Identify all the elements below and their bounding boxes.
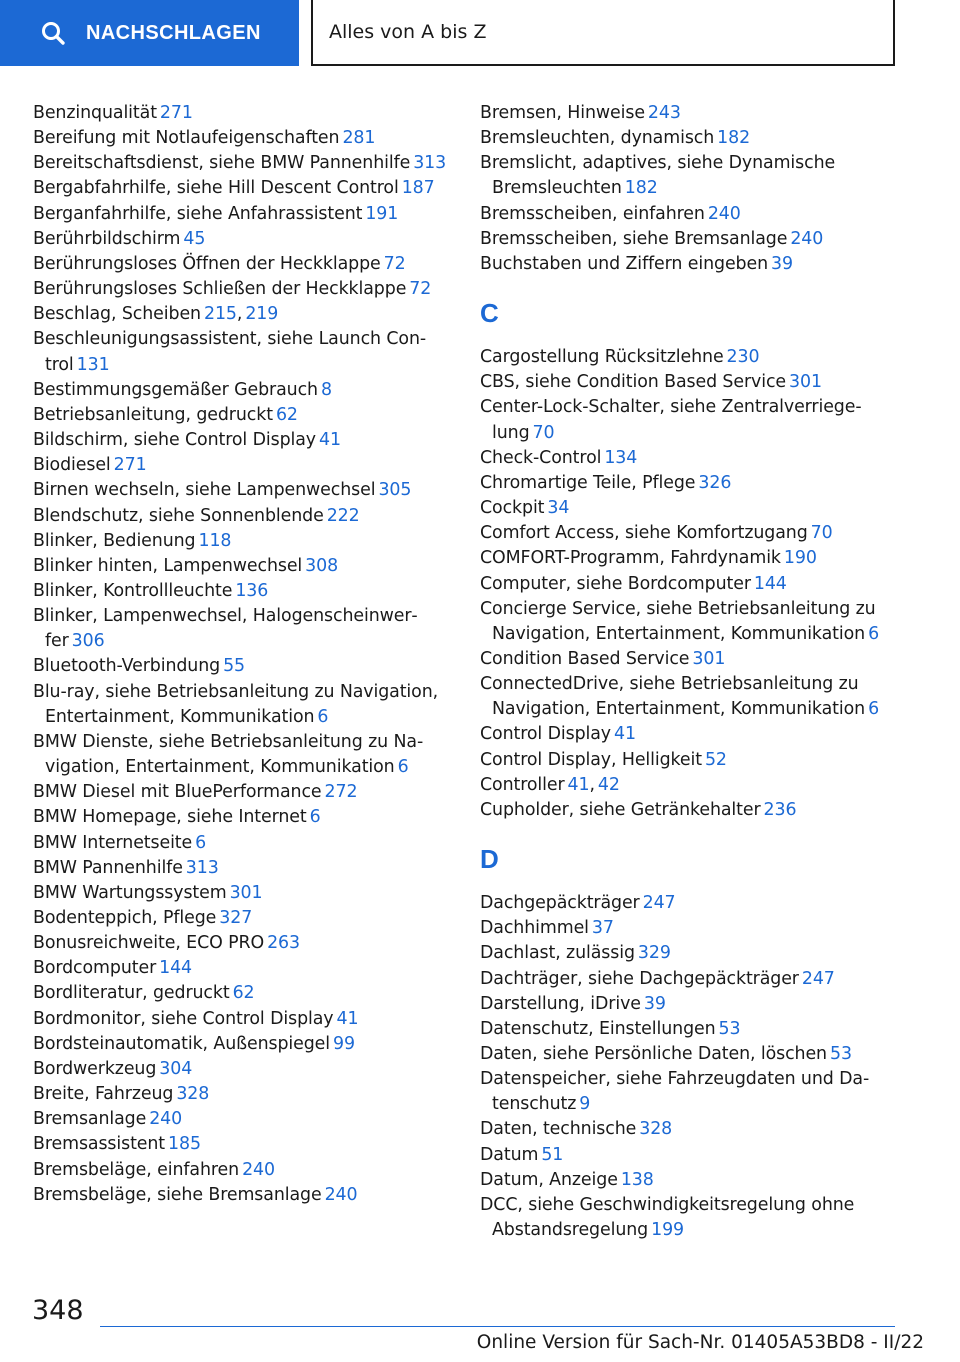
- index-entry-text: Berganfahrhilfe, siehe Anfahrassistent: [33, 203, 363, 224]
- index-entry: [33, 1057, 447, 1082]
- index-entry: [480, 126, 900, 151]
- index-entry: [33, 956, 447, 981]
- index-entry: [33, 302, 447, 327]
- page-reference-link[interactable]: 240: [707, 203, 741, 224]
- index-entry: [33, 856, 447, 881]
- index-entry-text: ConnectedDrive, siehe Betriebsanleitung zu Navigation, Entertainment, Kommunikation: [480, 674, 866, 720]
- page-reference-link[interactable]: 305: [378, 480, 412, 501]
- page-reference-link[interactable]: 215: [203, 304, 237, 325]
- page-reference-link[interactable]: 45: [183, 228, 206, 249]
- page-reference-link[interactable]: 37: [591, 918, 614, 939]
- index-entry-text: Berührungsloses Öffnen der Heckklappe: [33, 253, 381, 274]
- index-entry-text: Bluetooth-Verbindung: [33, 656, 221, 677]
- index-entry: [480, 546, 900, 571]
- index-entry: [33, 906, 447, 931]
- index-entry-text: Cargostellung Rücksitzlehne: [480, 347, 724, 368]
- index-entry-text: Darstellung, iDrive: [480, 993, 641, 1014]
- index-entry: [480, 1067, 900, 1117]
- index-entry: [480, 202, 900, 227]
- index-entry-text: Concierge Service, siehe Betriebsanleitung zu Navigation, Entertainment, Kommunikation: [480, 598, 876, 644]
- index-entry: [480, 1143, 900, 1168]
- page-reference-link[interactable]: 6: [868, 699, 880, 720]
- index-entry: [480, 798, 900, 823]
- page-reference-link[interactable]: 53: [718, 1018, 741, 1039]
- page-reference-link[interactable]: 301: [789, 372, 822, 393]
- page-reference-link[interactable]: 263: [267, 933, 300, 954]
- index-entry-text: Birnen wechseln, siehe Lampenwechsel: [33, 480, 376, 501]
- search-icon: [40, 20, 66, 46]
- index-entry-text: BMW Homepage, siehe Internet: [33, 807, 307, 828]
- index-entry-text: Control Display: [480, 724, 611, 745]
- index-entry: [33, 780, 447, 805]
- index-entry-text: Condition Based Service: [480, 648, 690, 669]
- index-entry: [480, 722, 900, 747]
- index-entry-text: Center-Lock-Schalter, siehe Zentralverriegelung: [480, 397, 862, 443]
- index-entry: [33, 805, 447, 830]
- index-entry: [480, 597, 900, 647]
- page-reference-link[interactable]: 306: [71, 631, 105, 652]
- page-reference-link[interactable]: 219: [245, 304, 279, 325]
- page-reference-link[interactable]: 70: [810, 523, 833, 544]
- page-reference-link[interactable]: 187: [401, 178, 435, 199]
- index-entry: [480, 496, 900, 521]
- index-entry: [33, 126, 447, 151]
- index-entry-text: BMW Internetseite: [33, 832, 193, 853]
- section-tab-label: NACHSCHLAGEN: [86, 21, 261, 44]
- index-entry-text: Bordwerkzeug: [33, 1058, 157, 1079]
- index-entry-text: Computer, siehe Bordcomputer: [480, 573, 751, 594]
- index-column-left: [33, 101, 447, 1208]
- page-reference-link[interactable]: 136: [235, 580, 269, 601]
- index-entry-text: Controller: [480, 774, 565, 795]
- index-entry: [480, 891, 900, 916]
- page-reference-link[interactable]: 247: [801, 968, 835, 989]
- page-reference-link[interactable]: 62: [232, 983, 255, 1004]
- index-entry-text: Bereifung mit Notlaufeigenschaften: [33, 128, 340, 149]
- index-entry: [33, 453, 447, 478]
- page-reference-link[interactable]: 240: [242, 1159, 275, 1180]
- page-reference-link[interactable]: 134: [604, 447, 638, 468]
- index-entry-text: Datenschutz, Einstellungen: [480, 1018, 716, 1039]
- index-entry-text: Blendschutz, siehe Sonnenblende: [33, 505, 324, 526]
- page-reference-link[interactable]: 41: [318, 430, 341, 451]
- index-entry: [480, 345, 900, 370]
- page-reference-link[interactable]: 301: [229, 882, 263, 903]
- index-entry-text: Buchstaben und Ziffern eingeben: [480, 253, 769, 274]
- page-reference-link[interactable]: 8: [320, 379, 332, 400]
- index-entry: [33, 504, 447, 529]
- page-reference-link[interactable]: 118: [198, 530, 232, 551]
- index-entry: [480, 521, 900, 546]
- index-entry: [480, 446, 900, 471]
- index-entry: [480, 227, 900, 252]
- index-entry-text: Blinker hinten, Lampenwechsel: [33, 555, 303, 576]
- index-entry: [33, 202, 447, 227]
- index-entry-text: Bremsen, Hinweise: [480, 103, 645, 123]
- index-entry-text: Blinker, Bedienung: [33, 530, 196, 551]
- index-entry-text: Bremsbeläge, siehe Bremsanlage: [33, 1184, 322, 1205]
- page-reference-link[interactable]: 39: [643, 993, 666, 1014]
- index-entry: [480, 1117, 900, 1142]
- index-entry-text: Bremsassistent: [33, 1134, 166, 1155]
- page-reference-link[interactable]: 236: [763, 799, 797, 820]
- page-reference-link[interactable]: 41: [567, 774, 590, 795]
- index-entry-text: Benzinqualität: [33, 103, 157, 123]
- index-entry-text: Bordliteratur, gedruckt: [33, 983, 230, 1004]
- index-entry-text: BMW Diesel mit BluePerformance: [33, 782, 322, 803]
- index-entry-text: Bereitschaftsdienst, siehe BMW Pannenhilfe: [33, 153, 411, 174]
- index-entry: [480, 672, 900, 722]
- page-reference-link[interactable]: 39: [771, 253, 793, 274]
- page-reference-link[interactable]: 190: [783, 548, 817, 569]
- index-entry-text: Bonusreichweite, ECO PRO: [33, 933, 265, 954]
- page-reference-link[interactable]: 240: [149, 1109, 183, 1130]
- index-entry-text: Berührbildschirm: [33, 228, 181, 249]
- index-entry-text: Beschlag, Scheiben: [33, 304, 201, 325]
- index-entry: [480, 101, 900, 126]
- index-entry: [480, 916, 900, 941]
- page-reference-link[interactable]: 247: [642, 893, 676, 914]
- page-reference-link[interactable]: 243: [647, 103, 681, 123]
- page-separator: ,: [589, 774, 595, 795]
- index-entry-text: Dachlast, zulässig: [480, 943, 635, 964]
- page-reference-link[interactable]: 72: [409, 279, 432, 300]
- index-entry-text: Bremsbeläge, einfahren: [33, 1159, 240, 1180]
- index-entry: [33, 151, 447, 176]
- index-entry: [33, 478, 447, 503]
- index-entry-text: Beschleunigungsassistent, siehe Launch Control: [33, 329, 427, 375]
- index-entry: [33, 680, 447, 730]
- index-entry: [33, 730, 447, 780]
- index-entry: [33, 252, 447, 277]
- page-reference-link[interactable]: 6: [397, 757, 409, 778]
- page-reference-link[interactable]: 6: [317, 706, 329, 727]
- index-entry: [33, 881, 447, 906]
- index-entry: [480, 967, 900, 992]
- index-entry-text: Dachträger, siehe Dachgepäckträger: [480, 968, 799, 989]
- page-reference-link[interactable]: 328: [639, 1119, 673, 1140]
- index-entry: [480, 572, 900, 597]
- index-entry-text: Blu-ray, siehe Betriebsanleitung zu Navigation, Entertainment, Kommunikation: [33, 681, 439, 727]
- index-entry: [33, 981, 447, 1006]
- index-entry-text: Bildschirm, siehe Control Display: [33, 430, 316, 451]
- index-entry-text: Bordsteinautomatik, Außenspiegel: [33, 1033, 330, 1054]
- index-entry: [33, 1032, 447, 1057]
- index-entry: [33, 831, 447, 856]
- page-reference-link[interactable]: 308: [305, 555, 339, 576]
- index-entry: [33, 101, 447, 126]
- page-reference-link[interactable]: 191: [365, 203, 399, 224]
- page-reference-link[interactable]: 328: [176, 1084, 210, 1105]
- index-entry-text: Chromartige Teile, Pflege: [480, 472, 696, 493]
- index-entry-text: Bergabfahrhilfe, siehe Hill Descent Control: [33, 178, 399, 199]
- index-entry: [480, 992, 900, 1017]
- page-reference-link[interactable]: 55: [223, 656, 246, 677]
- index-entry-text: Bordmonitor, siehe Control Display: [33, 1008, 334, 1029]
- index-entry-text: Berührungsloses Schließen der Heckklappe: [33, 279, 407, 300]
- index-entry: [33, 554, 447, 579]
- page-reference-link[interactable]: 271: [113, 455, 147, 476]
- index-entry: [33, 931, 447, 956]
- index-entry-text: Bestimmungsgemäßer Gebrauch: [33, 379, 318, 400]
- index-entry: [33, 529, 447, 554]
- page-reference-link[interactable]: 281: [342, 128, 376, 149]
- page-reference-link[interactable]: 6: [309, 807, 321, 828]
- page-number: 348: [32, 1295, 84, 1326]
- index-entry-text: Cupholder, siehe Getränkehalter: [480, 799, 761, 820]
- page-reference-link[interactable]: 144: [159, 958, 193, 979]
- index-entry: [480, 1193, 900, 1243]
- page-reference-link[interactable]: 272: [324, 782, 358, 803]
- index-entry: [33, 1082, 447, 1107]
- page-reference-link[interactable]: 131: [76, 354, 110, 375]
- page-reference-link[interactable]: 301: [692, 648, 726, 669]
- index-letter-heading: C: [480, 298, 499, 329]
- index-entry-text: Control Display, Helligkeit: [480, 749, 702, 770]
- index-entry-text: COMFORT-Programm, Fahrdynamik: [480, 548, 781, 569]
- page-reference-link[interactable]: 144: [753, 573, 787, 594]
- index-entry-text: Comfort Access, siehe Komfortzugang: [480, 523, 808, 544]
- page-reference-link[interactable]: 53: [829, 1044, 852, 1064]
- index-entry: [480, 941, 900, 966]
- index-entry-text: Blinker, Lampenwechsel, Halogenscheinwerfer: [33, 606, 418, 652]
- index-entry-text: Blinker, Kontrollleuchte: [33, 580, 233, 601]
- index-entry: [33, 277, 447, 302]
- page-reference-link[interactable]: 240: [324, 1184, 358, 1205]
- index-entry: [480, 1042, 900, 1067]
- index-entry: [480, 252, 900, 277]
- page-reference-link[interactable]: 185: [168, 1134, 201, 1155]
- index-entry-text: Biodiesel: [33, 455, 111, 476]
- page-reference-link[interactable]: 199: [651, 1220, 685, 1241]
- index-entry: [480, 1168, 900, 1193]
- page-reference-link[interactable]: 9: [579, 1094, 591, 1115]
- index-entry-text: Cockpit: [480, 498, 545, 519]
- index-entry: [33, 227, 447, 252]
- page-reference-link[interactable]: 313: [185, 857, 219, 878]
- index-entry-text: BMW Dienste, siehe Betriebsanleitung zu Navigation, Entertainment, Kommunikation: [33, 731, 424, 778]
- index-entry-text: Bremsscheiben, siehe Bremsanlage: [480, 228, 788, 249]
- index-entry-text: Dachgepäckträger: [480, 893, 640, 914]
- index-entry-text: DCC, siehe Geschwindigkeitsregelung ohne Abstandsregelung: [480, 1194, 855, 1241]
- index-entry-text: Datenspeicher, siehe Fahrzeugdaten und Datenschutz: [480, 1069, 870, 1115]
- page-reference-link[interactable]: 62: [275, 404, 298, 425]
- page-reference-link[interactable]: 138: [620, 1169, 654, 1190]
- page-reference-link[interactable]: 326: [698, 472, 732, 493]
- index-entry-text: Daten, siehe Persönliche Daten, löschen: [480, 1044, 827, 1064]
- index-entry: [480, 647, 900, 672]
- page-reference-link[interactable]: 327: [219, 908, 253, 928]
- page-reference-link[interactable]: 72: [383, 253, 406, 274]
- page-reference-link[interactable]: 304: [159, 1058, 193, 1079]
- page-reference-link[interactable]: 240: [790, 228, 824, 249]
- page-reference-link[interactable]: 41: [614, 724, 636, 745]
- index-entry: [33, 1132, 447, 1157]
- index-entry-text: Daten, technische: [480, 1119, 637, 1140]
- page-title: Alles von A bis Z: [311, 0, 895, 66]
- page-reference-link[interactable]: 99: [333, 1033, 355, 1054]
- index-entry-text: Check-Control: [480, 447, 602, 468]
- page-reference-link[interactable]: 6: [868, 623, 880, 644]
- index-entry-text: Bordcomputer: [33, 958, 157, 979]
- index-entry: [33, 428, 447, 453]
- page-reference-link[interactable]: 70: [532, 422, 555, 443]
- index-entry: [33, 1107, 447, 1132]
- index-entry-text: BMW Wartungssystem: [33, 882, 227, 903]
- index-entry-text: Bremsleuchten, dynamisch: [480, 128, 715, 149]
- index-entry: [480, 748, 900, 773]
- index-entry-text: Datum, Anzeige: [480, 1169, 618, 1190]
- page-reference-link[interactable]: 182: [624, 178, 658, 199]
- page-reference-link[interactable]: 52: [704, 749, 727, 770]
- index-entry-text: Bremslicht, adaptives, siehe Dynamische Bremsleuchten: [480, 153, 836, 199]
- index-entry: [33, 579, 447, 604]
- page-reference-link[interactable]: 42: [597, 774, 620, 795]
- index-entry-text: Bremsanlage: [33, 1109, 147, 1130]
- page-reference-link[interactable]: 34: [547, 498, 570, 519]
- index-entry-text: CBS, siehe Condition Based Service: [480, 372, 787, 393]
- index-entry: [480, 1017, 900, 1042]
- page-reference-link[interactable]: 6: [195, 832, 207, 853]
- online-version-note: Online Version für Sach-Nr. 01405A53BD8 - II/22: [476, 1332, 924, 1353]
- index-entry: [480, 151, 900, 201]
- index-entry-text: Breite, Fahrzeug: [33, 1084, 174, 1105]
- index-entry: [33, 1158, 447, 1183]
- page-reference-link[interactable]: 329: [637, 943, 671, 964]
- section-tab-nachschlagen[interactable]: [0, 0, 299, 66]
- page-reference-link[interactable]: 230: [726, 347, 760, 368]
- index-entry: [33, 1007, 447, 1032]
- page-reference-link[interactable]: 271: [159, 103, 193, 123]
- index-entry-text: Betriebsanleitung, gedruckt: [33, 404, 273, 425]
- index-entry: [33, 654, 447, 679]
- page-reference-link[interactable]: 222: [326, 505, 360, 526]
- page-reference-link[interactable]: 313: [413, 153, 447, 174]
- index-entry: [480, 370, 900, 395]
- index-letter-heading: D: [480, 844, 499, 875]
- index-entry: [480, 471, 900, 496]
- page-reference-link[interactable]: 182: [717, 128, 751, 149]
- page-reference-link[interactable]: 51: [541, 1144, 564, 1165]
- index-column-right: [480, 101, 900, 1243]
- index-entry-text: Datum: [480, 1144, 539, 1165]
- page-reference-link[interactable]: 41: [336, 1008, 359, 1029]
- footer-divider: [100, 1326, 895, 1327]
- index-entry: [33, 604, 447, 654]
- index-entry: [33, 403, 447, 428]
- index-entry: [480, 773, 900, 798]
- index-entry: [480, 395, 900, 445]
- index-entry: [33, 176, 447, 201]
- index-entry-text: BMW Pannenhilfe: [33, 857, 183, 878]
- index-entry-text: Dachhimmel: [480, 918, 589, 939]
- index-entry: [33, 327, 447, 377]
- index-entry: [33, 1183, 447, 1208]
- index-entry-text: Bodenteppich, Pflege: [33, 908, 217, 928]
- page-separator: ,: [236, 304, 243, 325]
- index-entry-text: Bremsscheiben, einfahren: [480, 203, 705, 224]
- index-entry: [33, 378, 447, 403]
